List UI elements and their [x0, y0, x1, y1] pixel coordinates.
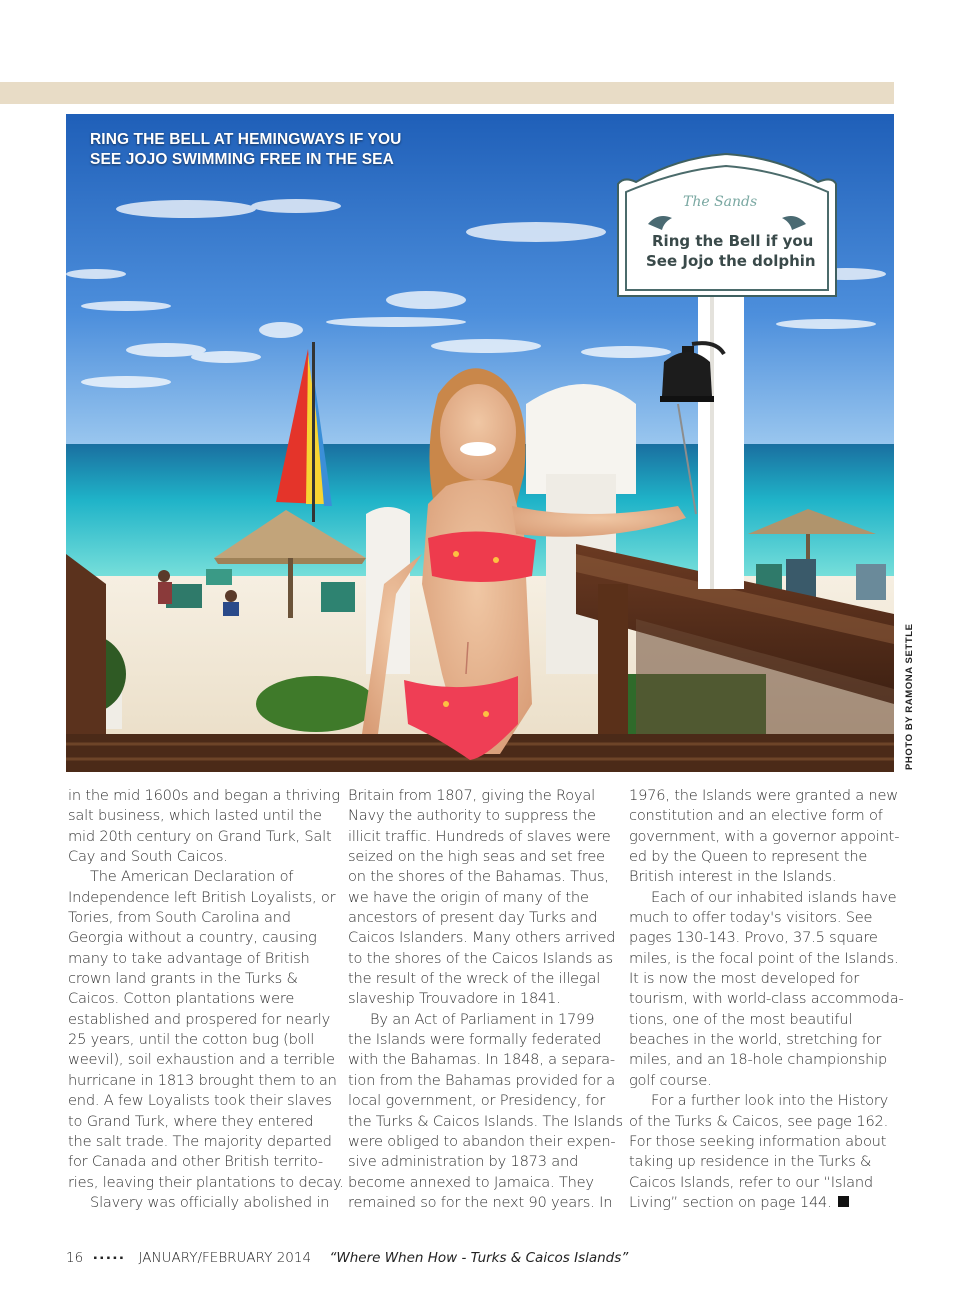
- text-line: Caicos Islanders. Many others arrived: [348, 929, 616, 947]
- text-line: beaches in the world, stretching for: [629, 1031, 882, 1049]
- text-line: Britain from 1807, giving the Royal: [348, 787, 596, 804]
- article-column-3: [629, 786, 904, 1213]
- text-line: sive administration by 1873 and: [348, 1153, 579, 1171]
- text-line: the Islands were formally federated: [348, 1031, 602, 1049]
- issue-date: JANUARY/FEBRUARY 2014: [138, 1250, 312, 1266]
- text-line: become annexed to Jamaica. They: [348, 1173, 594, 1191]
- text-line: of the Turks & Caicos, see page 162.: [629, 1112, 889, 1130]
- photo-caption: [90, 130, 420, 170]
- text-line: many to take advantage of British: [68, 949, 310, 967]
- text-line: much to offer today's visitors. See: [629, 909, 873, 927]
- text-line: tourism, with world-class accommoda-: [629, 990, 904, 1008]
- text-line: By an Act of Parliament in 1799: [370, 1010, 595, 1028]
- text-line: weevil), soil exhaustion and a terrible: [68, 1051, 335, 1069]
- text-line: with the Bahamas. In 1848, a separa-: [348, 1051, 615, 1069]
- text-line: 1976, the Islands were granted a new: [629, 787, 898, 804]
- text-line: For those seeking information about: [629, 1132, 887, 1150]
- text-line: salt business, which lasted until the: [68, 807, 322, 825]
- text-line: Slavery was officially abolished in: [90, 1193, 330, 1211]
- text-line: slaveship Trouvadore in 1841.: [348, 990, 561, 1008]
- text-line: golf course.: [629, 1071, 712, 1089]
- text-line: in the mid 1600s and began a thriving: [68, 787, 340, 804]
- page-number: 16: [66, 1250, 84, 1266]
- text-line-last: [629, 1193, 895, 1213]
- text-line: Each of our inhabited islands have: [651, 888, 897, 906]
- text-line: miles, is the focal point of the Islands.: [629, 949, 899, 967]
- text-line: British interest in the Islands.: [629, 868, 837, 886]
- text-line: ries, leaving their plantations to decay.: [68, 1173, 344, 1191]
- text-line: Tories, from South Carolina and: [68, 909, 291, 927]
- text-line: ed by the Queen to represent the: [629, 848, 868, 866]
- text-line: for Canada and other British territo-: [68, 1153, 323, 1171]
- footer-dots: ▪▪▪▪▪: [93, 1252, 127, 1264]
- text-line: the Turks & Caicos Islands. The Islands: [348, 1112, 623, 1130]
- text-line: the salt trade. The majority departed: [68, 1132, 332, 1150]
- text-line: on the shores of the Bahamas. Thus,: [348, 868, 609, 886]
- text-line: Independence left British Loyalists, or: [68, 888, 336, 906]
- text-line: the result of the wreck of the illegal: [348, 970, 601, 988]
- text-line: Caicos Islands, refer to our “Island: [629, 1173, 873, 1191]
- text-line: mid 20th century on Grand Turk, Salt: [68, 827, 332, 845]
- text-line: Georgia without a country, causing: [68, 929, 317, 947]
- text-line: constitution and an elective form of: [629, 807, 883, 825]
- text-line: pages 130-143. Provo, 37.5 square: [629, 929, 878, 947]
- beach-photo-illustration: [66, 114, 894, 772]
- text-line: miles, and an 18-hole championship: [629, 1051, 888, 1069]
- sign-line-2: See Jojo the dolphin: [646, 252, 816, 270]
- text-line: were obliged to abandon their expen-: [348, 1132, 616, 1150]
- text-line: It is now the most developed for: [629, 970, 860, 988]
- text-line: hurricane in 1813 brought them to an: [68, 1071, 337, 1089]
- text-line: Living” section on page 144.: [629, 1193, 832, 1211]
- text-line: seized on the high seas and set free: [348, 848, 605, 866]
- end-of-article-mark: [838, 1196, 849, 1207]
- text-line: 25 years, until the cotton bug (boll: [68, 1031, 315, 1049]
- text-line: government, with a governor appoint-: [629, 827, 900, 845]
- photo-credit: PHOTO BY RAMONA SETTLE: [904, 623, 915, 770]
- article-column-2: [348, 786, 623, 1213]
- article-column-1: [68, 786, 344, 1213]
- text-line: we have the origin of many of the: [348, 888, 589, 906]
- publication-name: “Where When How - Turks & Caicos Islands”: [329, 1250, 629, 1266]
- feature-photo: [66, 114, 894, 772]
- text-line: For a further look into the History: [651, 1092, 889, 1110]
- text-line: remained so for the next 90 years. In: [348, 1193, 613, 1211]
- text-line: Caicos. Cotton plantations were: [68, 990, 295, 1008]
- text-line: established and prospered for nearly: [68, 1010, 331, 1028]
- caption-line-2: SEE JOJO SWIMMING FREE IN THE SEA: [90, 151, 394, 168]
- page-footer: [66, 1250, 628, 1268]
- text-line: Navy the authority to suppress the: [348, 807, 596, 825]
- text-line: taking up residence in the Turks &: [629, 1153, 872, 1171]
- text-line: tion from the Bahamas provided for a: [348, 1071, 616, 1089]
- text-line: to the shores of the Caicos Islands as: [348, 949, 613, 967]
- caption-line-1: RING THE BELL AT HEMINGWAYS IF YOU: [90, 131, 402, 148]
- text-line: crown land grants in the Turks &: [68, 970, 298, 988]
- text-line: The American Declaration of: [90, 868, 294, 886]
- top-color-band: [0, 82, 894, 104]
- text-line: local government, or Presidency, for: [348, 1092, 606, 1110]
- text-line: to Grand Turk, where they entered: [68, 1112, 314, 1130]
- text-line: tions, one of the most beautiful: [629, 1010, 853, 1028]
- text-line: Cay and South Caicos.: [68, 848, 228, 866]
- text-line: illicit traffic. Hundreds of slaves were: [348, 827, 611, 845]
- text-line: end. A few Loyalists took their slaves: [68, 1092, 332, 1110]
- text-line: ancestors of present day Turks and: [348, 909, 598, 927]
- sign-line-1: Ring the Bell if you: [652, 232, 814, 250]
- sign-brand: The Sands: [683, 194, 758, 210]
